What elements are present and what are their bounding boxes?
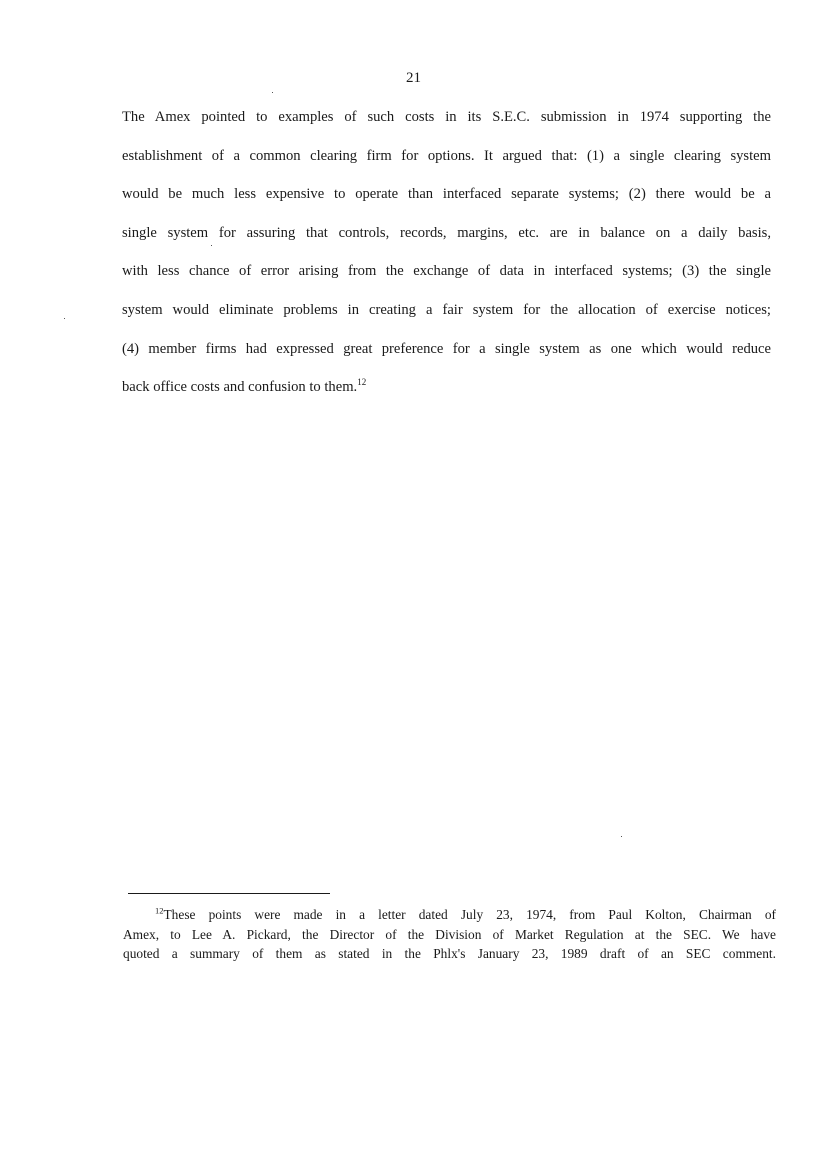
body-line-last xyxy=(122,368,771,407)
footnote-divider xyxy=(128,893,330,894)
footnote xyxy=(123,905,776,964)
footnote-line: quoted a summary of them as stated in the Phlx's January 23, 1989 draft of an SEC comment. xyxy=(123,946,776,961)
footnote-line-first xyxy=(123,905,776,925)
body-line: system would eliminate problems in creating a fair system for the allocation of exercise notices; xyxy=(122,301,771,318)
body-line: (4) member firms had expressed great preference for a single system as one which would reduce xyxy=(122,340,771,357)
footnote-reference[interactable]: 12 xyxy=(357,377,367,388)
scan-speck xyxy=(272,92,273,93)
scan-speck xyxy=(64,318,65,319)
body-line: The Amex pointed to examples of such costs in its S.E.C. submission in 1974 supporting the xyxy=(122,109,771,125)
page-number: 21 xyxy=(406,70,421,86)
body-line: with less chance of error arising from the exchange of data in interfaced systems; (3) the single xyxy=(122,263,771,280)
body-line: single system for assuring that controls, records, margins, etc. are in balance on a daily basis, xyxy=(122,224,771,241)
footnote-line: Amex, to Lee A. Pickard, the Director of the Division of Market Regulation at the SEC. We have xyxy=(123,926,776,942)
body-line-text: back office costs and confusion to them. xyxy=(122,379,358,396)
scan-speck xyxy=(621,836,622,837)
body-paragraph xyxy=(122,98,771,407)
scan-speck xyxy=(211,245,212,246)
footnote-marker: 12 xyxy=(155,905,164,916)
footnote-line-text: These points were made in a letter dated July 23, 1974, from Paul Kolton, Chairman of xyxy=(163,907,776,922)
body-line: establishment of a common clearing firm for options. It argued that: (1) a single clearing system xyxy=(122,147,771,164)
body-line: would be much less expensive to operate than interfaced separate systems; (2) there would be a xyxy=(122,186,771,203)
